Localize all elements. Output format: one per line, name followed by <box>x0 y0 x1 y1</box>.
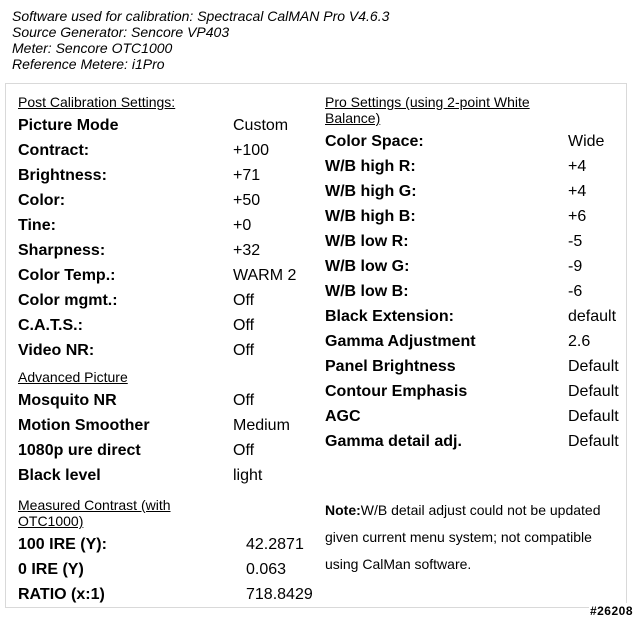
setting-label: C.A.T.S.: <box>18 317 83 334</box>
setting-value: +4 <box>568 158 587 175</box>
setting-value: +71 <box>233 167 261 184</box>
setting-row <box>325 182 625 202</box>
setting-value: 2.6 <box>568 333 591 350</box>
setting-label: Panel Brightness <box>325 358 456 375</box>
measured-contrast-title-line2: OTC1000) <box>18 513 84 529</box>
setting-row <box>18 316 318 336</box>
setting-value: +6 <box>568 208 587 225</box>
pro-settings-title-line1: Pro Settings (using 2-point White <box>325 94 530 110</box>
note-paragraph <box>325 497 620 578</box>
setting-label: Sharpness: <box>18 242 106 259</box>
setting-row <box>325 332 625 352</box>
advanced-picture-title: Advanced Picture <box>18 369 128 385</box>
setting-row <box>18 416 318 436</box>
setting-value: Default <box>568 358 619 375</box>
setting-label: 0 IRE (Y) <box>18 561 84 578</box>
setting-value: 0.063 <box>246 561 287 578</box>
setting-label: W/B low G: <box>325 258 410 275</box>
setting-value: default <box>568 308 617 325</box>
setting-row <box>18 266 318 286</box>
setting-value: +4 <box>568 183 587 200</box>
setting-label: W/B low B: <box>325 283 409 300</box>
note-text: W/B detail adjust could not be updated given current menu system; not compatible using CalMan software. <box>325 502 601 572</box>
setting-label: Color Temp.: <box>18 267 116 284</box>
setting-row <box>18 341 318 361</box>
setting-label: W/B high R: <box>325 158 416 175</box>
setting-row <box>18 560 318 580</box>
setting-label: Contract: <box>18 142 90 159</box>
setting-label: W/B high G: <box>325 183 417 200</box>
setting-value: Off <box>233 342 255 359</box>
setting-value: 42.2871 <box>246 536 304 553</box>
measured-contrast-title <box>18 497 171 529</box>
setting-label: Gamma Adjustment <box>325 333 476 350</box>
setting-row <box>325 407 625 427</box>
setting-value: 718.8429 <box>246 586 313 603</box>
setting-label: Color mgmt.: <box>18 292 118 309</box>
setting-label: Contour Emphasis <box>325 383 468 400</box>
setting-label: Gamma detail adj. <box>325 433 462 450</box>
setting-value: Default <box>568 383 619 400</box>
pro-settings-title <box>325 94 530 126</box>
reference-meter-line: Reference Metere: i1Pro <box>12 56 165 72</box>
setting-row <box>18 166 318 186</box>
setting-value: Off <box>233 292 255 309</box>
setting-label: Black level <box>18 467 101 484</box>
setting-label: Tine: <box>18 217 56 234</box>
setting-label: Video NR: <box>18 342 95 359</box>
setting-row <box>18 291 318 311</box>
setting-row <box>18 241 318 261</box>
setting-value: Default <box>568 433 619 450</box>
setting-label: 1080p ure direct <box>18 442 141 459</box>
software-line: Software used for calibration: Spectracal CalMAN Pro V4.6.3 <box>12 8 390 24</box>
setting-row <box>18 391 318 411</box>
setting-row <box>325 307 625 327</box>
watermark-id: #26208 <box>589 604 633 618</box>
setting-label: Brightness: <box>18 167 107 184</box>
setting-row <box>18 466 318 486</box>
pro-settings-title-line2: Balance) <box>325 110 381 126</box>
header-info <box>12 8 389 72</box>
setting-row <box>18 116 318 136</box>
setting-value: +0 <box>233 217 252 234</box>
setting-row <box>325 157 625 177</box>
setting-row <box>325 257 625 277</box>
meter-line: Meter: Sencore OTC1000 <box>12 40 173 56</box>
setting-value: +100 <box>233 142 270 159</box>
setting-row <box>325 382 625 402</box>
setting-row <box>18 141 318 161</box>
setting-row <box>325 282 625 302</box>
setting-row <box>325 132 625 152</box>
measured-contrast-title-line1: Measured Contrast (with <box>18 497 171 513</box>
note-label: Note: <box>325 502 361 518</box>
setting-value: -9 <box>568 258 583 275</box>
setting-label: W/B high B: <box>325 208 416 225</box>
setting-value: WARM 2 <box>233 267 297 284</box>
setting-row <box>18 585 318 605</box>
setting-label: Mosquito NR <box>18 392 117 409</box>
setting-value: light <box>233 467 263 484</box>
setting-value: Wide <box>568 133 605 150</box>
setting-row <box>325 207 625 227</box>
source-generator-line: Source Generator: Sencore VP403 <box>12 24 230 40</box>
setting-label: Motion Smoother <box>18 417 150 434</box>
setting-row <box>325 432 625 452</box>
setting-label: RATIO (x:1) <box>18 586 105 603</box>
setting-label: 100 IRE (Y): <box>18 536 107 553</box>
setting-label: W/B low R: <box>325 233 409 250</box>
setting-value: Medium <box>233 417 290 434</box>
setting-label: Color: <box>18 192 66 209</box>
setting-value: Custom <box>233 117 289 134</box>
setting-row <box>325 232 625 252</box>
setting-value: Off <box>233 317 255 334</box>
setting-value: -5 <box>568 233 583 250</box>
setting-value: Off <box>233 442 255 459</box>
setting-label: Color Space: <box>325 133 424 150</box>
setting-row <box>18 441 318 461</box>
setting-label: Black Extension: <box>325 308 454 325</box>
setting-value: Default <box>568 408 619 425</box>
setting-value: -6 <box>568 283 583 300</box>
setting-label: AGC <box>325 408 361 425</box>
setting-value: Off <box>233 392 255 409</box>
setting-value: +50 <box>233 192 261 209</box>
setting-row <box>18 216 318 236</box>
setting-label: Picture Mode <box>18 117 119 134</box>
setting-value: +32 <box>233 242 261 259</box>
setting-row <box>325 357 625 377</box>
setting-row <box>18 535 318 555</box>
setting-row <box>18 191 318 211</box>
post-calibration-title: Post Calibration Settings: <box>18 94 176 110</box>
